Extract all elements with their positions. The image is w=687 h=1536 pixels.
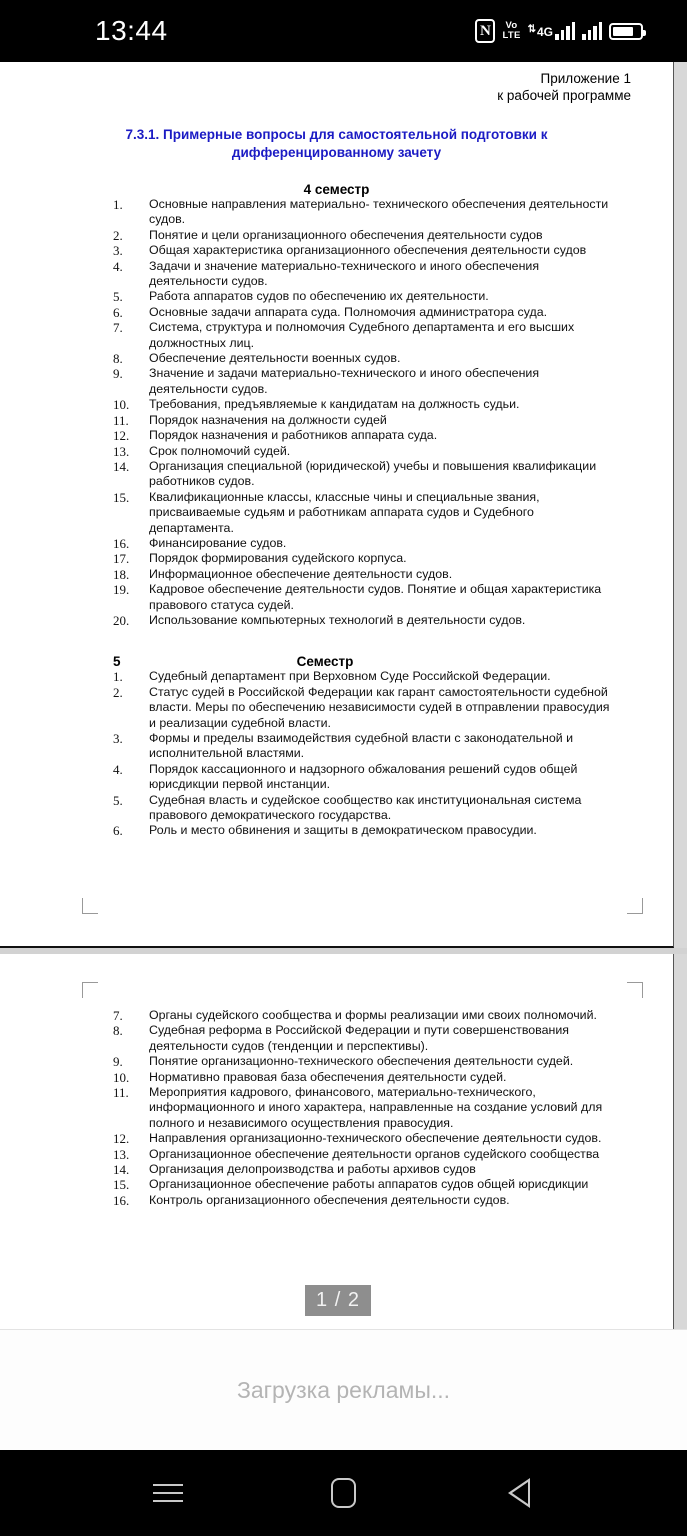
question-text: Понятие и цели организационного обеспечения деятельности судов (149, 227, 543, 242)
question-number: 9. (113, 366, 123, 382)
question-item (113, 1193, 615, 1208)
network-type-text: 4G (536, 25, 553, 39)
question-text: Значение и задачи материально-технического и иного обеспечения деятельности судов. (149, 366, 540, 396)
question-item (113, 243, 615, 258)
question-number: 4. (113, 258, 123, 274)
question-text: Задачи и значение материально-технического и иного обеспечения деятельности судов. (149, 258, 540, 289)
semester-4-heading: 4 семестр (303, 182, 370, 197)
nfc-icon-label: N (480, 22, 491, 39)
question-number: 6. (113, 304, 123, 320)
question-text: Контроль организационного обеспечения деятельности судов. (149, 1192, 510, 1207)
question-number: 8. (113, 351, 123, 367)
question-text: Организация делопроизводства и работы архивов судов (149, 1162, 476, 1177)
section-title: 7.3.1. Примерные вопросы для самостоятельной подготовки к дифференцированному зачету (125, 127, 548, 160)
question-item (113, 366, 615, 397)
question-item (113, 305, 615, 320)
question-item (113, 1177, 615, 1192)
question-number: 16. (113, 535, 130, 551)
recents-icon (153, 1484, 183, 1502)
page-header-line-1: Приложение 1 (540, 71, 631, 86)
question-number: 7. (113, 320, 123, 336)
volte-icon (502, 21, 520, 41)
question-text: Нормативно правовая база обеспечения деятельности судей. (149, 1069, 507, 1084)
question-number: 12. (113, 428, 130, 444)
question-text: Обеспечение деятельности военных судов. (149, 351, 401, 366)
semester-4-question-list (0, 197, 673, 628)
question-item (113, 320, 615, 351)
question-number: 15. (113, 489, 130, 505)
semester-5-number: 5 (113, 654, 121, 670)
volte-icon-bottom: LTE (502, 30, 521, 41)
page-header (0, 62, 673, 104)
question-number: 8. (113, 1023, 123, 1039)
question-number: 3. (113, 731, 123, 746)
question-text: Организационное обеспечение деятельности органов судейского сообщества (149, 1146, 600, 1161)
question-item (113, 1054, 615, 1069)
question-text: Порядок кассационного и надзорного обжалования решений судов общей юрисдикции первой инстанции. (149, 761, 578, 792)
question-text: Финансирование судов. (149, 535, 287, 550)
question-number: 7. (113, 1008, 123, 1023)
question-number: 1. (113, 669, 123, 685)
crop-mark-bottom-right (627, 898, 643, 914)
question-text: Работа аппаратов судов по обеспечению их деятельности. (149, 289, 489, 304)
question-item (113, 228, 615, 243)
question-item (113, 613, 615, 628)
status-clock: 13:44 (95, 15, 168, 46)
document-page-1 (0, 62, 674, 948)
question-item (113, 428, 615, 443)
ad-loading-text: Загрузка рекламы... (236, 1376, 451, 1403)
question-text: Использование компьютерных технологий в деятельности судов. (149, 612, 526, 627)
question-text: Направления организационно-технического обеспечение деятельности судов. (149, 1131, 602, 1146)
back-button[interactable] (491, 1465, 547, 1521)
question-item (113, 582, 615, 613)
data-arrows-icon: ⇅ (527, 24, 536, 35)
question-text: Требования, предъявляемые к кандидатам на должность судьи. (149, 397, 520, 412)
question-item (113, 551, 615, 566)
question-number: 17. (113, 551, 130, 567)
question-number: 1. (113, 197, 123, 212)
status-icon-group (475, 0, 643, 62)
question-item (113, 731, 615, 762)
question-text: Общая характеристика организационного обеспечения деятельности судов (149, 243, 587, 258)
question-number: 12. (113, 1131, 130, 1147)
question-text: Порядок формирования судейского корпуса. (149, 551, 407, 566)
question-item (113, 685, 615, 731)
question-item (113, 536, 615, 551)
question-number: 13. (113, 443, 130, 459)
back-icon (508, 1478, 530, 1508)
question-item (113, 444, 615, 459)
signal-bars-icon-1 (555, 22, 575, 40)
semester-5-question-list-page2 (0, 954, 673, 1208)
question-number: 5. (113, 792, 123, 808)
question-number: 10. (113, 397, 130, 413)
question-text: Судебный департамент при Верховном Суде Российской Федерации. (149, 669, 551, 684)
page-indicator-badge: 1 / 2 (305, 1285, 371, 1316)
question-item (113, 259, 615, 290)
question-text: Органы судейского сообщества и формы реализации ими своих полномочий. (149, 1008, 597, 1022)
question-item (113, 490, 615, 536)
question-item (113, 413, 615, 428)
question-item (113, 1008, 615, 1023)
question-item (113, 762, 615, 793)
crop-mark-bottom-left (82, 898, 98, 914)
question-text: Мероприятия кадрового, финансового, материально-технического, информационного и иного характера, направленные на создание условий для полного и независимого осуществления правосудия. (149, 1085, 603, 1130)
question-number: 5. (113, 289, 123, 305)
semester-5-heading (0, 628, 673, 669)
question-number: 14. (113, 1162, 130, 1178)
question-text: Формы и пределы взаимодействия судебной власти с законодательной и исполнительной властями. (149, 731, 574, 761)
question-item (113, 289, 615, 304)
question-number: 13. (113, 1146, 130, 1162)
question-item (113, 1147, 615, 1162)
question-item (113, 1085, 615, 1131)
question-text: Роль и место обвинения и защиты в демократическом правосудии. (149, 823, 537, 838)
mobile-network-icon (528, 22, 575, 40)
question-text: Судебная реформа в Российской Федерации и пути совершенствования деятельности судов (тенденции и перспективы). (149, 1023, 569, 1053)
status-bar (0, 0, 687, 62)
question-number: 6. (113, 823, 123, 839)
question-number: 2. (113, 227, 123, 243)
question-text: Статус судей в Российской Федерации как гарант самостоятельности судебной власти. Меры по обеспечению независимости судей в отправлении правосудия и реализации судебной власти. (149, 684, 610, 730)
question-number: 15. (113, 1177, 130, 1193)
page-header-line-2: к рабочей программе (497, 88, 631, 103)
question-item (113, 567, 615, 582)
question-text: Информационное обеспечение деятельности судов. (149, 566, 453, 581)
question-number: 14. (113, 458, 130, 474)
semester-5-word: Семестр (296, 654, 354, 670)
recents-button[interactable] (140, 1465, 196, 1521)
battery-icon (609, 23, 643, 40)
question-text: Срок полномочий судей. (149, 443, 291, 458)
question-item (113, 793, 615, 824)
document-viewport[interactable] (0, 62, 687, 1329)
question-number: 20. (113, 612, 130, 628)
question-number: 3. (113, 243, 123, 259)
signal-bars-icon-2 (582, 22, 602, 40)
question-text: Основные задачи аппарата суда. Полномочия администратора суда. (149, 304, 548, 319)
question-number: 10. (113, 1069, 130, 1085)
question-item (113, 823, 615, 838)
nfc-icon (475, 19, 495, 43)
ad-banner-area[interactable] (0, 1329, 687, 1450)
question-text: Порядок назначения на должности судей (149, 412, 387, 427)
question-item (113, 1162, 615, 1177)
android-navigation-bar (0, 1450, 687, 1536)
question-text: Судебная власть и судейское сообщество как институциональная система правового демократического государства. (149, 792, 582, 823)
question-item (113, 397, 615, 412)
question-item (113, 197, 615, 228)
question-text: Квалификационные классы, классные чины и специальные звания, присваиваемые судьям и работникам аппарата судов и Судебного департамента. (149, 489, 540, 535)
crop-mark-top-right (627, 982, 643, 998)
question-item (113, 1131, 615, 1146)
question-number: 11. (113, 412, 129, 428)
question-text: Организация специальной (юридической) учебы и повышения квалификации работников судов. (149, 458, 597, 489)
question-item (113, 1070, 615, 1085)
question-item (113, 459, 615, 490)
home-icon (331, 1478, 356, 1508)
question-text: Система, структура и полномочия Судебного департамента и его высших должностных лиц. (149, 320, 575, 350)
semester-5-question-list-page1 (0, 669, 673, 838)
document-page-2 (0, 954, 674, 1329)
question-text: Основные направления материально- технического обеспечения деятельности судов. (149, 197, 609, 227)
volte-icon-top: Vo (505, 20, 518, 31)
question-text: Организационное обеспечение работы аппаратов судов общей юрисдикции (149, 1177, 589, 1192)
question-text: Понятие организационно-технического обеспечения деятельности судей. (149, 1054, 574, 1069)
question-text: Кадровое обеспечение деятельности судов. Понятие и общая характеристика правового статуса судей. (149, 582, 602, 612)
question-number: 16. (113, 1192, 130, 1208)
question-text: Порядок назначения и работников аппарата суда. (149, 428, 438, 443)
question-item (113, 1023, 615, 1054)
question-item (113, 669, 615, 684)
question-number: 4. (113, 761, 123, 777)
network-type-label (528, 26, 553, 38)
question-number: 2. (113, 684, 123, 700)
question-item (113, 351, 615, 366)
question-number: 9. (113, 1054, 123, 1070)
home-button[interactable] (315, 1465, 371, 1521)
question-number: 18. (113, 566, 130, 582)
question-number: 11. (113, 1085, 129, 1101)
crop-mark-top-left (82, 982, 98, 998)
question-number: 19. (113, 582, 130, 598)
